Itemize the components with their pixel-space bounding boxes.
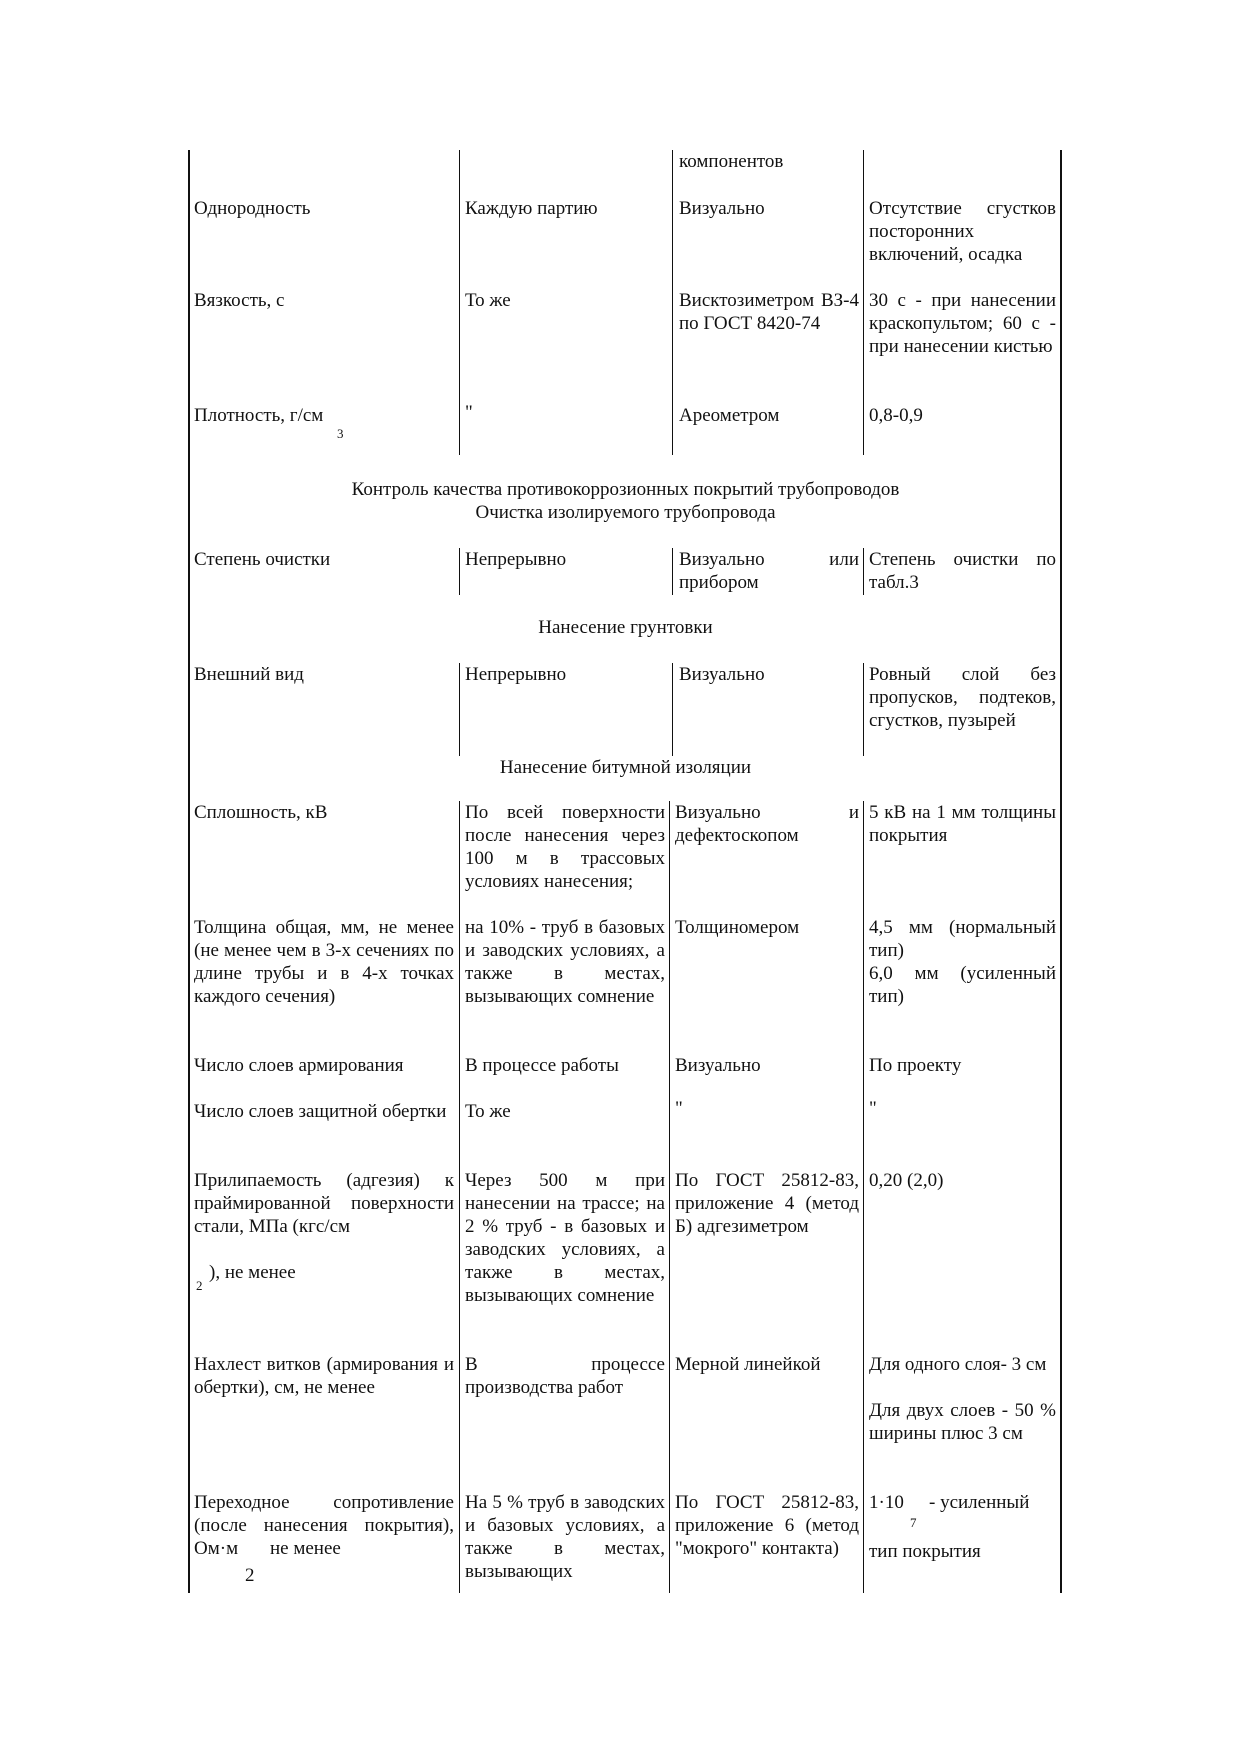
- cell-requirement: ": [869, 1098, 877, 1119]
- cell-requirement: Ровный слой без пропусков, подтеков, сгустков, пузырей: [869, 664, 1056, 731]
- cell-parameter: Число слоев защитной обертки: [194, 1101, 447, 1122]
- cell-parameter: Однородность: [194, 198, 311, 219]
- cell-method: Висктозиметром ВЗ-4 по ГОСТ 8420-74: [679, 290, 859, 334]
- cell-parameter: Степень очистки: [194, 549, 331, 570]
- cell-frequency: Каждую партию: [465, 198, 598, 219]
- col-sep-1: [459, 150, 460, 455]
- cell-requirement: Для одного слоя- 3 см: [869, 1354, 1047, 1375]
- cell-method: По ГОСТ 25812-83, приложение 6 (метод "мокрого" контакта): [675, 1492, 859, 1559]
- superscript: 2: [245, 1565, 255, 1586]
- col-sep-2: [672, 150, 673, 455]
- cell-frequency: В процессе работы: [465, 1055, 619, 1076]
- cell-requirement: По проекту: [869, 1055, 962, 1076]
- cell-parameter: Внешний вид: [194, 664, 304, 685]
- cell-method: Визуально или прибором: [679, 549, 859, 593]
- cell-method: Визуально: [679, 664, 765, 685]
- cell-frequency: Непрерывно: [465, 664, 567, 685]
- col-sep-3: [863, 548, 864, 595]
- section-subheading: Нанесение грунтовки: [538, 617, 713, 638]
- cell-method: Мерной линейкой: [675, 1354, 821, 1375]
- cell-parameter: Прилипаемость (адгезия) к праймированной поверхности стали, МПа (кгс/см: [194, 1170, 454, 1237]
- cell-method: Ареометром: [679, 405, 780, 426]
- cell-parameter: Вязкость, с: [194, 290, 285, 311]
- col-sep-1: [459, 801, 460, 1593]
- col-sep-1: [459, 663, 460, 756]
- cell-frequency: То же: [465, 290, 511, 311]
- col-sep-2: [672, 663, 673, 756]
- cell-frequency: Непрерывно: [465, 549, 567, 570]
- cell-frequency: на 10% - труб в базовых и заводских условиях, а также в местах, вызывающих сомнение: [465, 917, 665, 1007]
- cell-method: Толщиномером: [675, 917, 800, 938]
- cell-method: Визуально: [675, 1055, 761, 1076]
- cell-requirement: Отсутствие сгустков посторонних включений, осадка: [869, 198, 1056, 265]
- col-sep-2: [672, 548, 673, 595]
- cell-requirement: - усиленный: [929, 1492, 1030, 1513]
- cell-method: По ГОСТ 25812-83, приложение 4 (метод Б) адгезиметром: [675, 1170, 859, 1237]
- col-sep-3: [863, 663, 864, 756]
- cell-requirement: тип покрытия: [869, 1541, 981, 1562]
- cell-parameter: Число слоев армирования: [194, 1055, 404, 1076]
- cell-frequency: Через 500 м при нанесении на трассе; на 2 % труб - в базовых и заводских условиях, а также в местах, вызывающих сомнение: [465, 1170, 665, 1306]
- col-sep-3: [863, 801, 864, 1593]
- superscript: 3: [337, 426, 344, 441]
- superscript: 2: [196, 1278, 203, 1293]
- col-sep-2: [669, 801, 670, 1593]
- section-subheading: Очистка изолируемого трубопровода: [475, 502, 776, 523]
- cell-frequency: В процессе производства работ: [465, 1354, 665, 1398]
- cell-requirement: 6,0 мм (усиленный тип): [869, 963, 1056, 1007]
- cell-requirement: Степень очистки по табл.3: [869, 549, 1056, 593]
- cell-method: Визуально и дефектоскопом: [675, 802, 859, 846]
- cell-parameter: Сплошность, кВ: [194, 802, 328, 823]
- cell-frequency: На 5 % труб в заводских и базовых условиях, а также в местах, вызывающих: [465, 1492, 665, 1582]
- cell-requirement: 5 кВ на 1 мм толщины покрытия: [869, 802, 1056, 846]
- section-subheading: Нанесение битумной изоляции: [499, 757, 752, 778]
- cell-method: ": [675, 1098, 683, 1119]
- cell-parameter: ), не менее: [209, 1262, 296, 1283]
- cell-parameter: Переходное сопротивление (после нанесения покрытия), Ом·м: [194, 1492, 454, 1559]
- cell-parameter: Нахлест витков (армирования и обертки), см, не менее: [194, 1354, 454, 1398]
- cell-requirement: 0,20 (2,0): [869, 1170, 944, 1191]
- cell-frequency: По всей поверхности после нанесения через 100 м в трассовых условиях нанесения;: [465, 802, 665, 892]
- cell-parameter: Плотность, г/см: [194, 405, 324, 426]
- cell-requirement: 1·10: [869, 1492, 904, 1513]
- cell-requirement: 30 с - при нанесении краскопультом; 60 с - при нанесении кистью: [869, 290, 1056, 357]
- cell-method: компонентов: [679, 151, 784, 172]
- col-sep-3: [863, 150, 864, 455]
- superscript: 7: [910, 1515, 917, 1530]
- cell-requirement: Для двух слоев - 50 % ширины плюс 3 см: [869, 1400, 1056, 1444]
- col-sep-1: [459, 548, 460, 595]
- section-heading: Контроль качества противокоррозионных покрытий трубопроводов: [351, 479, 900, 500]
- cell-requirement: 0,8-0,9: [869, 405, 923, 426]
- cell-frequency: ": [465, 402, 473, 423]
- cell-method: Визуально: [679, 198, 765, 219]
- cell-frequency: То же: [465, 1101, 511, 1122]
- table-right-border: [1060, 150, 1062, 1593]
- cell-requirement: 4,5 мм (нормальный тип): [869, 917, 1056, 961]
- cell-parameter: не менее: [270, 1538, 341, 1559]
- cell-parameter: Толщина общая, мм, не менее (не менее чем в 3-х сечениях по длине трубы и в 4-х точках каждого сечения): [194, 917, 454, 1007]
- table-left-border: [188, 150, 190, 1593]
